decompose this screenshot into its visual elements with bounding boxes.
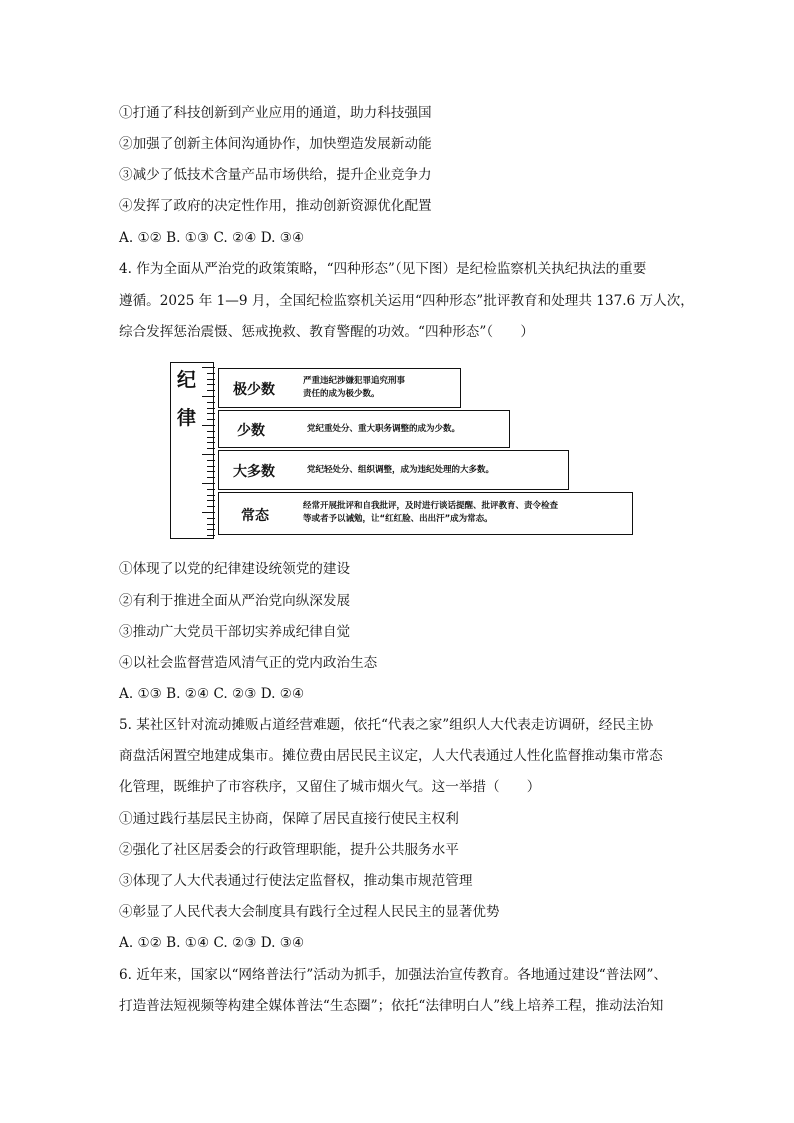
ruler-tick	[202, 367, 215, 368]
ruler-tick	[207, 390, 215, 391]
ruler-ticks	[199, 363, 215, 540]
ruler-char-lv: 律	[177, 407, 197, 429]
step-desc-line: 严重违纪涉嫌犯罪追究刑事	[303, 376, 406, 386]
ruler-tick	[207, 442, 215, 443]
ruler-tick	[202, 483, 215, 484]
step-label: 常态	[241, 508, 269, 524]
ruler-tick	[207, 518, 215, 519]
q5-option-2: ②强化了社区居委会的行政管理职能，提升公共服务水平	[119, 842, 459, 858]
ruler-tick	[202, 454, 215, 455]
step-desc	[303, 500, 558, 526]
ruler-tick	[207, 535, 215, 536]
step-desc-line: 党纪重处分、重大职务调整的成为少数。	[307, 424, 461, 434]
ruler-tick	[207, 384, 215, 385]
q5-choices: A. ①② B. ①④ C. ②③ D. ③④	[119, 935, 305, 951]
step-desc	[307, 423, 460, 436]
q4-choices: A. ①③ B. ②④ C. ②③ D. ②④	[119, 686, 305, 702]
ruler-tick	[207, 495, 215, 496]
ruler-tick	[207, 402, 215, 403]
four-forms-figure	[170, 362, 640, 542]
q5-option-1: ①通过践行基层民主协商，保障了居民直接行使民主权利	[119, 811, 459, 827]
step-majority	[218, 450, 569, 490]
q3-option-3: ③减少了低技术含量产品市场供给，提升企业竞争力	[119, 167, 432, 183]
q5-stem-line-2: 商盘活闲置空地建成集市。摊位费由居民民主议定，人大代表通过人性化监督推动集市常态	[119, 748, 663, 764]
step-desc	[307, 464, 494, 477]
q4-stem-line-2: 遵循。2025 年 1—9 月，全国纪检监察机关运用“四种形态”批评教育和处理共 137.6 万人次，	[119, 293, 694, 309]
step-desc-line: 等或者予以诫勉，让“红红脸、出出汗”成为常态。	[303, 514, 493, 524]
ruler-tick	[202, 512, 215, 513]
ruler-tick	[207, 529, 215, 530]
q3-choices: A. ①② B. ①③ C. ②④ D. ③④	[119, 230, 305, 246]
step-desc-line: 经常开展批评和自我批评，及时进行谈话提醒、批评教育、责令检查	[303, 501, 559, 511]
q4-option-1: ①体现了以党的纪律建设统领党的建设	[119, 561, 351, 577]
ruler-tick	[207, 448, 215, 449]
q6-stem-line-1: 6. 近年来，国家以“网络普法行”活动为抓手，加强法治宣传教育。各地通过建设“普法网”、	[119, 967, 668, 983]
step-desc-line: 党纪轻处分、组织调整，成为违纪处理的大多数。	[307, 465, 495, 475]
ruler-tick	[207, 379, 215, 380]
q5-option-4: ④彰显了人民代表大会制度具有践行全过程人民民主的显著优势	[119, 904, 500, 920]
q5-stem-line-3: 化管理，既维护了市容秩序，又留住了城市烟火气。这一举措（ ）	[119, 779, 541, 795]
ruler-tick	[207, 524, 215, 525]
q4-option-4: ④以社会监督营造风清气正的党内政治生态	[119, 655, 378, 671]
step-desc	[303, 375, 405, 401]
q5-stem-line-1: 5. 某社区针对流动摊贩占道经营难题，依托“代表之家”组织人大代表走访调研，经民主协	[119, 717, 654, 733]
step-very-few	[218, 368, 461, 408]
ruler-tick	[207, 477, 215, 478]
ruler-tick	[207, 500, 215, 501]
q4-stem-line-3: 综合发挥惩治震慑、惩戒挽救、教育警醒的功效。“四种形态”（ ）	[119, 324, 534, 340]
step-few	[218, 410, 510, 448]
q3-option-2: ②加强了创新主体间沟通协作，加快塑造发展新动能	[119, 136, 432, 152]
ruler-tick	[207, 413, 215, 414]
ruler-tick	[207, 506, 215, 507]
step-desc-line: 责任的成为极少数。	[303, 389, 380, 399]
q4-stem-line-1: 4. 作为全面从严治党的政策策略，“四种形态”（见下图）是纪检监察机关执纪执法的重要	[119, 261, 647, 277]
ruler-tick	[207, 460, 215, 461]
discipline-ruler	[170, 362, 214, 539]
ruler-tick	[202, 396, 215, 397]
ruler-tick	[207, 419, 215, 420]
ruler-tick	[207, 466, 215, 467]
q4-option-3: ③推动广大党员干部切实养成纪律自觉	[119, 624, 351, 640]
ruler-tick	[207, 373, 215, 374]
ruler-tick	[207, 437, 215, 438]
step-label: 极少数	[233, 382, 275, 398]
ruler-tick	[207, 408, 215, 409]
step-normal-state	[218, 492, 633, 535]
q3-option-1: ①打通了科技创新到产业应用的通道，助力科技强国	[119, 105, 432, 121]
q4-option-2: ②有利于推进全面从严治党向纵深发展	[119, 593, 351, 609]
ruler-tick	[207, 471, 215, 472]
ruler-tick	[207, 489, 215, 490]
q3-option-4: ④发挥了政府的决定性作用，推动创新资源优化配置	[119, 198, 432, 214]
step-label: 大多数	[233, 464, 275, 480]
ruler-char-ji: 纪	[177, 369, 197, 391]
ruler-tick	[207, 431, 215, 432]
ruler-tick	[202, 425, 215, 426]
step-label: 少数	[237, 423, 265, 439]
q5-option-3: ③体现了人大代表通过行使法定监督权，推动集市规范管理	[119, 873, 473, 889]
q6-stem-line-2: 打造普法短视频等构建全媒体普法“生态圈”；依托“法律明白人”线上培养工程，推动法治知	[119, 998, 664, 1014]
